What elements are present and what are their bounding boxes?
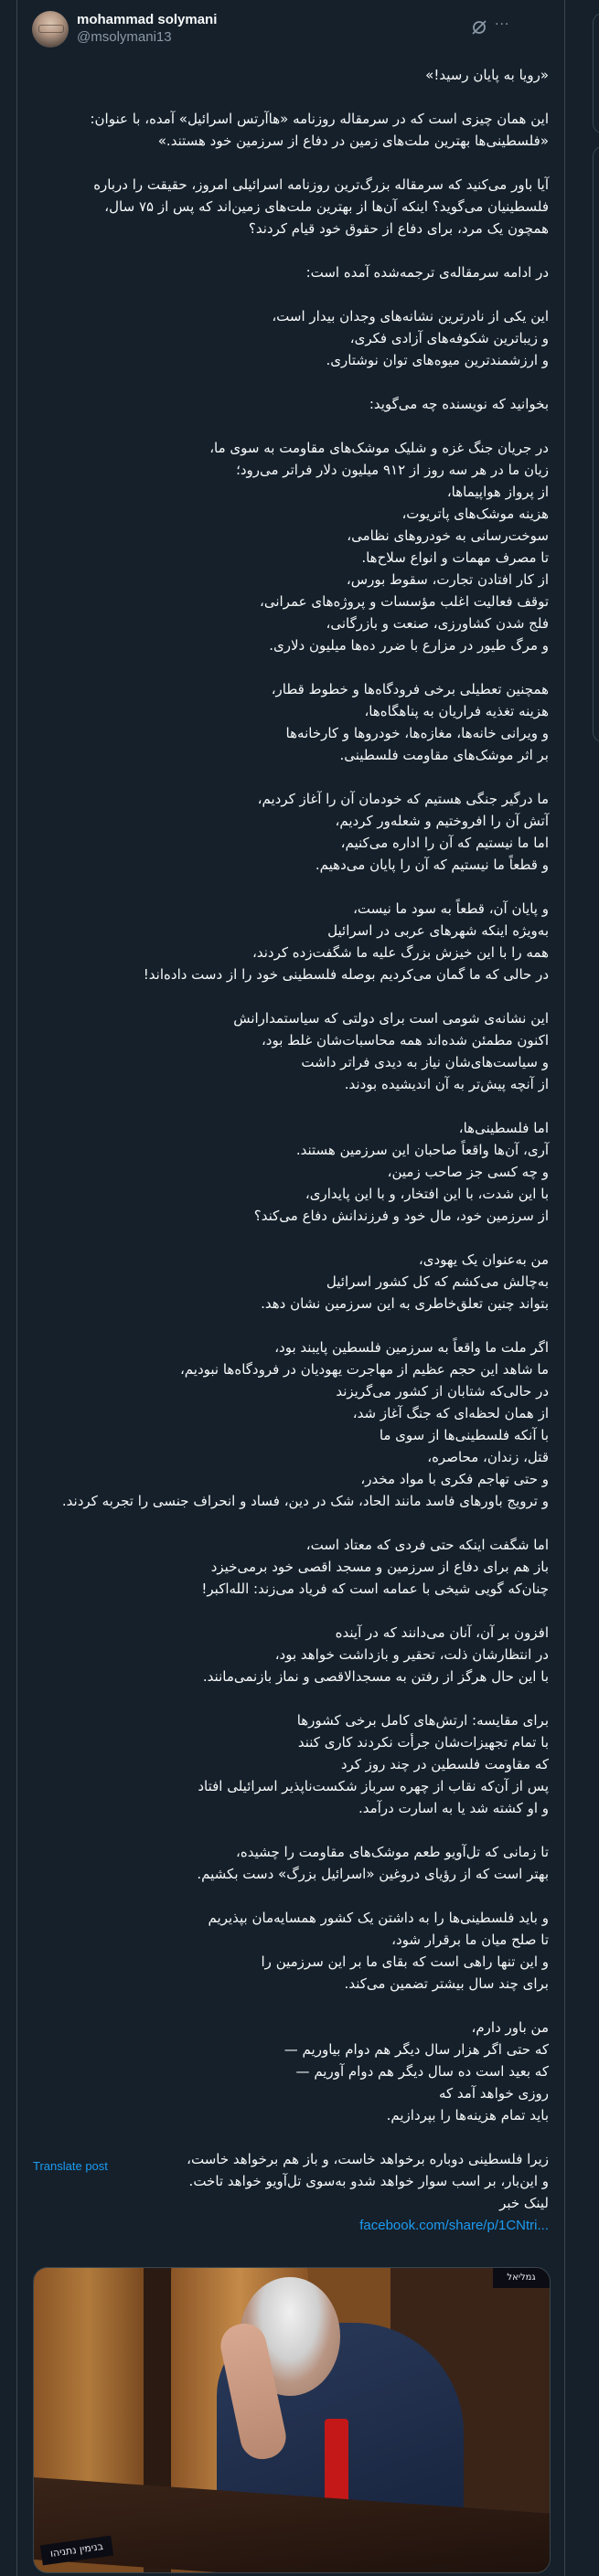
post-text-line: همچنین تعطیلی برخی فرودگاه‌ها و خطوط قطار، xyxy=(271,681,549,697)
post-text-line: افزون بر آن، آنان می‌دانند که در آینده xyxy=(335,1624,549,1641)
post-paragraph xyxy=(33,393,549,415)
post-paragraph xyxy=(33,2017,549,2126)
post-body xyxy=(33,64,549,2237)
post-text-line: بر اثر موشک‌های مقاومت فلسطینی. xyxy=(339,747,549,763)
post-paragraph xyxy=(33,1709,549,1819)
post-text-line: پس از آن‌که نقاب از چهره سرباز شکست‌ناپذیر اسرائیلی افتاد xyxy=(198,1778,549,1794)
post-text-line: «رویا به پایان رسید!» xyxy=(425,67,549,83)
post-text-line: در ادامه سرمقاله‌ی ترجمه‌شده آمده است: xyxy=(305,264,549,281)
post-text-line: آتش آن را افروختیم و شعله‌ور کردیم، xyxy=(335,813,549,829)
post-text-line: هزینه تغذیه فراریان به پناهگاه‌ها، xyxy=(364,703,549,719)
post-text-line: برای مقایسه: ارتش‌های کامل برخی کشورها xyxy=(296,1712,549,1729)
post-media-image[interactable] xyxy=(33,2267,551,2573)
sidebar-widget xyxy=(593,146,599,742)
post-paragraph xyxy=(33,678,549,766)
post-text-line: و این‌بار، بر اسب سوار خواهد شدو به‌سوی تل‌آویو خواهد تاخت. xyxy=(188,2173,549,2189)
post-text-line: تا زمانی که تل‌آویو طعم موشک‌های مقاومت را چشیده، xyxy=(236,1844,549,1860)
post-text-line: سوخت‌رسانی به خودروهای نظامی، xyxy=(347,527,549,544)
sidebar-widget xyxy=(593,13,599,133)
post-paragraph xyxy=(33,305,549,371)
post-text-line: از پرواز هواپیماها، xyxy=(446,484,549,500)
post-text-line: و ارزشمندترین میوه‌های توان نوشتاری. xyxy=(326,352,549,368)
post-text-line: در حالی‌که شتابان از کشور می‌گریزند xyxy=(336,1383,549,1400)
post-paragraph xyxy=(33,1534,549,1600)
post-text-line: زیان ما در هر سه روز از ۹۱۲ میلیون دلار فراتر می‌رود؛ xyxy=(236,462,549,478)
post-text-line: با آنکه فلسطینی‌ها از سوی ما xyxy=(379,1427,549,1443)
post-text-line: آری، آن‌ها واقعاً صاحبان این سرزمین هستند. xyxy=(295,1142,549,1158)
post-text-line: و سیاست‌های‌شان نیاز به دیدی فراتر داشت xyxy=(301,1054,549,1070)
post-text-line: با این شدت، با این افتخار، و با این پایداری، xyxy=(305,1186,549,1202)
post-paragraph xyxy=(33,1841,549,1885)
post-text-line: بخوانید که نویسنده چه می‌گوید: xyxy=(369,396,549,412)
post-text-line: با این حال هرگز از رفتن به مسجدالاقصی و نماز بازنمی‌مانند. xyxy=(202,1668,549,1685)
more-options-icon[interactable]: ··· xyxy=(495,17,510,32)
post-text-line: که حتی اگر هزار سال دیگر هم دوام بیاوریم — xyxy=(283,2041,549,2058)
post-text-line: همچون یک مرد، برای دفاع از حقوق خود قیام کردند؟ xyxy=(248,220,549,237)
post-text-line: همه را با این خیزش بزرگ علیه ما شگفت‌زده کردند، xyxy=(252,944,549,961)
avatar[interactable] xyxy=(32,11,69,48)
post-text-line: با تمام تجهیزات‌شان جرأت نکردند کاری کنند xyxy=(297,1734,549,1751)
post-paragraph xyxy=(33,261,549,283)
post-text-line: اما شگفت اینکه حتی فردی که معتاد است، xyxy=(305,1537,549,1553)
post-text-line: زیرا فلسطینی دوباره برخواهد خاست، و باز هم برخواهد خاست، xyxy=(187,2151,549,2167)
post-text-line: از آنچه پیش‌تر به آن اندیشیده بودند. xyxy=(344,1076,549,1092)
post-text-line: لینک خبر xyxy=(499,2195,549,2211)
post-paragraph xyxy=(33,64,549,86)
post-text-line: و حتی تهاجم فکری با مواد مخدر، xyxy=(360,1471,549,1487)
post-text-line: و او کشته شد یا به اسارت درآمد. xyxy=(358,1800,549,1816)
post-text-line: اگر ملت ما واقعاً به سرزمین فلسطین پایبند بود، xyxy=(274,1339,549,1356)
post-text-line: روزی خواهد آمد که xyxy=(438,2085,549,2102)
post-text-line: ما درگیر جنگی هستیم که خودمان آن را آغاز کردیم، xyxy=(257,791,549,807)
post-text-line: و باید فلسطینی‌ها را به داشتن یک کشور همسایه‌مان بپذیریم xyxy=(208,1910,549,1926)
post-text-line: در جریان جنگ غزه و شلیک موشک‌های مقاومت به سوی ما، xyxy=(209,440,549,456)
post-text-line: توقف فعالیت اغلب مؤسسات و پروژه‌های عمرانی، xyxy=(259,593,549,610)
post-text-line: به‌چالش می‌کشم که کل کشور اسرائیل xyxy=(326,1273,549,1290)
post-text-line: تا مصرف مهمات و انواع سلاح‌ها. xyxy=(361,549,549,566)
post-paragraph xyxy=(33,1249,549,1315)
post-text-line: به‌ویژه اینکه شهرهای عربی در اسرائیل xyxy=(327,922,549,939)
post-text-line: و این تنها راهی است که بقای ما بر این سرزمین را xyxy=(261,1953,549,1970)
post-text-line: آیا باور می‌کنید که سرمقاله بزرگ‌ترین روزنامه اسرائیلی امروز، حقیقت را درباره xyxy=(93,176,549,193)
post-text-line: باز هم برای دفاع از سرزمین و مسجد اقصی خود برمی‌خیزد xyxy=(210,1559,549,1575)
post-text-line: اکنون مطمئن شده‌اند همه محاسبات‌شان غلط بود، xyxy=(261,1032,549,1048)
post-text-line: فلج شدن کشاورزی، صنعت و بازرگانی، xyxy=(326,615,549,632)
post-text-line: و زیباترین شکوفه‌های آزادی فکری، xyxy=(349,330,549,346)
post-paragraph xyxy=(33,898,549,985)
post-text-line: ما شاهد این حجم عظیم از مهاجرت یهودیان در فرودگاه‌ها نبودیم، xyxy=(179,1361,549,1378)
post-paragraph xyxy=(33,2148,549,2214)
post-text-line: اما ما نیستیم که آن را اداره می‌کنیم، xyxy=(340,835,549,851)
post-text-line: این یکی از نادرترین نشانه‌های وجدان بیدار است، xyxy=(272,308,549,325)
post-text-line: بتواند چنین تعلق‌خاطری به این سرزمین نشان دهد. xyxy=(261,1295,549,1312)
post-text-line: «فلسطینی‌ها بهترین ملت‌های زمین در دفاع از سرزمین خود هستند.» xyxy=(157,133,549,149)
post-text-line: از کار افتادن تجارت، سقوط بورس، xyxy=(346,571,549,588)
post-text-line: این همان چیزی است که در سرمقاله روزنامه «هاآرتس اسرائیل» آمده، با عنوان: xyxy=(90,111,549,127)
author-handle[interactable]: @msolymani13 xyxy=(77,29,172,45)
post-text-line: فلسطینیان می‌گوید؟ اینکه آن‌ها از بهترین ملت‌های زمین‌اند که پس از ۷۵ سال، xyxy=(104,198,549,215)
post-paragraph xyxy=(33,788,549,876)
post-text-line: من به‌عنوان یک یهودی، xyxy=(418,1251,549,1268)
post-text-line: و پایان آن، قطعاً به سود ما نیست، xyxy=(353,900,549,917)
post-text-line: تا صلح میان ما برقرار شود، xyxy=(391,1932,549,1948)
post-text-line: از سرزمین خود، مال خود و فرزندانش دفاع می‌کند؟ xyxy=(253,1208,549,1224)
post-text-line: که مقاومت فلسطین در چند روز کرد xyxy=(340,1756,549,1772)
author-name[interactable]: mohammad solymani xyxy=(77,12,218,27)
translate-post-link[interactable]: Translate post xyxy=(33,2159,108,2173)
post-text-line: از همان لحظه‌ای که جنگ آغاز شد، xyxy=(352,1405,549,1421)
grok-icon[interactable] xyxy=(471,19,487,36)
post-text-line: این نشانه‌ی شومی است برای دولتی که سیاستمدارانش xyxy=(233,1010,549,1027)
post-paragraph xyxy=(33,1907,549,1995)
nameplate: בנימין נתניהו xyxy=(40,2536,113,2566)
post-paragraph xyxy=(33,1117,549,1227)
post-text-line: در انتظارشان ذلت، تحقیر و بازداشت خواهد بود، xyxy=(274,1646,549,1663)
post-text-line: و مرگ طیور در مزارع با ضرر ده‌ها میلیون دلاری. xyxy=(269,637,549,654)
post-text-line: و قطعاً ما نیستیم که آن را پایان می‌دهیم. xyxy=(315,857,549,873)
post-text-line: اما فلسطینی‌ها، xyxy=(458,1120,549,1136)
post-text-line: که بعید است ده سال دیگر هم دوام آوریم — xyxy=(295,2063,549,2080)
post-header xyxy=(32,11,549,49)
nameplate-back: גמליאל xyxy=(493,2268,550,2288)
post-text-line: و چه کسی جز صاحب زمین، xyxy=(387,1164,549,1180)
post-paragraph xyxy=(33,1007,549,1095)
post-text-line: باید تمام هزینه‌ها را بپردازیم. xyxy=(386,2107,549,2124)
post-paragraph xyxy=(33,174,549,240)
post-paragraph xyxy=(33,1622,549,1687)
post-text-line: من باور دارم، xyxy=(471,2019,549,2036)
post-text-line: در حالی که ما گمان می‌کردیم بوصله فلسطینی خود را از دست داده‌اند! xyxy=(143,966,549,983)
post-text-line: و ترویج باورهای فاسد مانند الحاد، شک در دین، فساد و انحراف جنسی را تجربه کردند. xyxy=(61,1493,549,1509)
post-paragraph xyxy=(33,1336,549,1512)
post-text-line: و ویرانی خانه‌ها، مغازه‌ها، خودروها و کارخانه‌ها xyxy=(285,725,549,741)
post-text-line: هزینه موشک‌های پاتریوت، xyxy=(401,506,549,522)
post-text-line: بهتر است که از رؤیای دروغین «اسرائیل بزرگ» دست بکشیم. xyxy=(197,1866,549,1882)
post-paragraph xyxy=(33,437,549,656)
post-text-line: چنان‌که گویی شیخی با عمامه است که فریاد می‌زند: الله‌اکبر! xyxy=(201,1581,549,1597)
post-text-line: برای چند سال بیشتر تضمین می‌کند. xyxy=(344,1975,549,1992)
post-text-line: قتل، زندان، محاصره، xyxy=(427,1449,549,1465)
external-link[interactable]: facebook.com/share/p/1CNtri... xyxy=(359,2218,549,2233)
post-paragraph xyxy=(33,108,549,152)
